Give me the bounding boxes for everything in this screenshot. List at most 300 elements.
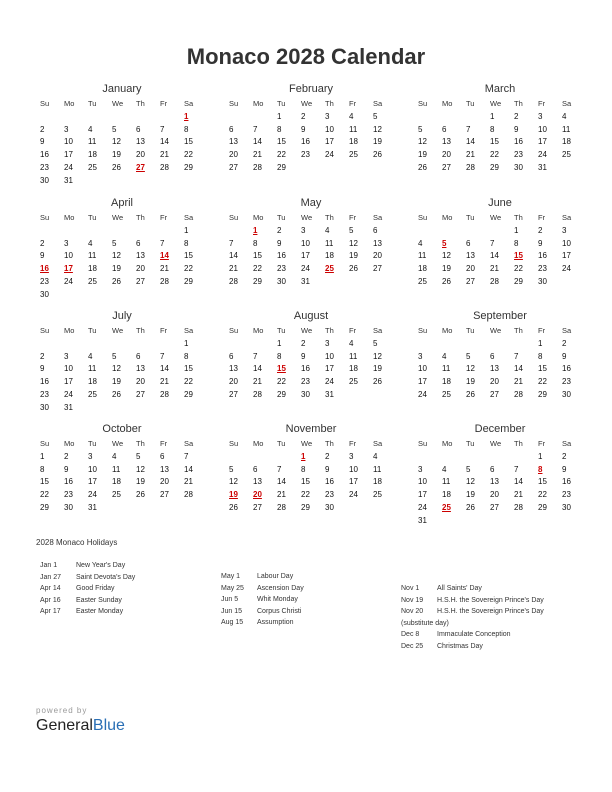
day-cell: 5	[373, 111, 378, 121]
day-cell: 22	[277, 150, 286, 160]
day-cell: 7	[514, 464, 519, 474]
day-cell: 18	[442, 377, 451, 387]
day-cell: 24	[301, 264, 310, 274]
day-cell: 16	[301, 137, 310, 147]
weekday-header: Tu	[277, 326, 286, 335]
month-june	[416, 196, 584, 289]
empty-cell	[440, 225, 464, 238]
holiday-name: Whit Monday	[257, 596, 298, 604]
day-cell: 8	[184, 238, 189, 248]
day-cell: 23	[40, 389, 49, 399]
empty-cell	[158, 338, 182, 351]
day-cell: 19	[466, 490, 475, 500]
day-cell: 29	[277, 389, 286, 399]
day-cell: 19	[112, 150, 121, 160]
day-cell: 11	[88, 137, 97, 147]
month-name: June	[488, 197, 512, 209]
day-cell: 6	[373, 225, 378, 235]
weekday-header: Tu	[466, 326, 475, 335]
month-name: September	[473, 310, 527, 322]
day-cell: 27	[160, 490, 169, 500]
empty-cell	[134, 225, 158, 238]
day-cell: 2	[40, 124, 45, 134]
weekday-header: Mo	[442, 99, 453, 108]
day-cell: 2	[64, 451, 69, 461]
day-cell: 9	[301, 351, 306, 361]
empty-cell	[38, 111, 62, 124]
holiday-name: Saint Devota's Day	[76, 573, 136, 581]
empty-cell	[110, 225, 134, 238]
day-cell: 28	[466, 162, 475, 172]
weekday-header: Fr	[160, 99, 168, 108]
day-cell: 18	[88, 264, 97, 274]
holiday-day-cell: 17	[64, 264, 73, 274]
day-cell: 25	[442, 389, 451, 399]
day-cell: 8	[40, 464, 45, 474]
day-cell: 18	[112, 477, 121, 487]
weekday-header: Mo	[253, 439, 264, 448]
weekday-header: Fr	[349, 99, 357, 108]
day-cell: 4	[418, 238, 423, 248]
month-grid	[416, 438, 584, 528]
day-cell: 16	[40, 150, 49, 160]
day-cell: 8	[184, 351, 189, 361]
day-cell: 3	[349, 451, 354, 461]
day-cell: 17	[325, 364, 334, 374]
day-cell: 27	[442, 162, 451, 172]
day-cell: 2	[301, 338, 306, 348]
day-cell: 23	[40, 276, 49, 286]
holiday-day-cell: 5	[442, 238, 447, 248]
day-cell: 6	[229, 351, 234, 361]
holiday-item	[221, 606, 304, 618]
weekday-header: We	[490, 326, 502, 335]
day-cell: 26	[373, 377, 382, 387]
holiday-item	[221, 617, 304, 629]
holiday-date: Nov 20	[401, 608, 424, 616]
day-cell: 18	[373, 477, 382, 487]
month-name: December	[474, 423, 526, 435]
month-grid	[416, 325, 584, 402]
day-cell: 6	[229, 124, 234, 134]
day-cell: 11	[349, 124, 358, 134]
day-cell: 24	[538, 150, 547, 160]
day-cell: 18	[88, 377, 97, 387]
month-name: January	[102, 83, 142, 95]
holiday-day-cell: 19	[229, 490, 238, 500]
day-cell: 2	[301, 111, 306, 121]
day-cell: 9	[40, 137, 45, 147]
holiday-date: Jan 1	[40, 562, 58, 569]
day-cell: 11	[88, 364, 97, 374]
day-cell: 9	[538, 238, 543, 248]
holiday-name: New Year's Day	[76, 562, 126, 569]
day-cell: 23	[40, 162, 49, 172]
page-title: Monaco 2028 Calendar	[186, 44, 426, 69]
day-cell: 20	[136, 377, 145, 387]
day-cell: 11	[442, 364, 451, 374]
day-cell: 12	[112, 137, 121, 147]
weekday-header: Sa	[562, 213, 572, 222]
day-cell: 6	[490, 351, 495, 361]
weekday-header: Th	[136, 99, 145, 108]
day-cell: 27	[229, 389, 238, 399]
month-grid	[38, 212, 206, 302]
holiday-day-cell: 8	[538, 464, 543, 474]
day-cell: 7	[184, 451, 189, 461]
weekday-header: We	[112, 326, 124, 335]
empty-cell	[440, 338, 464, 351]
day-cell: 17	[349, 477, 358, 487]
month-name: May	[300, 197, 322, 209]
weekday-header: Tu	[88, 439, 97, 448]
empty-cell	[464, 451, 488, 464]
day-cell: 9	[325, 464, 330, 474]
day-cell: 31	[418, 515, 427, 525]
day-cell: 18	[562, 137, 571, 147]
day-cell: 5	[112, 124, 117, 134]
weekday-header: Sa	[373, 326, 383, 335]
brand-name	[36, 717, 125, 735]
weekday-header: We	[112, 213, 124, 222]
holiday-day-cell: 16	[40, 264, 49, 274]
day-cell: 26	[112, 276, 121, 286]
day-cell: 28	[490, 276, 499, 286]
day-cell: 22	[184, 150, 193, 160]
empty-cell	[86, 338, 110, 351]
month-august	[227, 309, 395, 402]
weekday-header: Tu	[88, 99, 97, 108]
holiday-item	[40, 595, 135, 607]
holiday-date: Nov 1	[401, 585, 420, 592]
holiday-date: Jun 5	[221, 596, 239, 604]
weekday-header: Tu	[277, 99, 286, 108]
weekday-header: Sa	[184, 326, 194, 335]
day-cell: 28	[160, 389, 169, 399]
holiday-item	[40, 583, 135, 595]
day-cell: 29	[490, 162, 499, 172]
month-name: October	[102, 423, 142, 435]
weekday-header: Th	[514, 213, 523, 222]
day-cell: 12	[466, 477, 475, 487]
weekday-header: We	[490, 99, 502, 108]
day-cell: 9	[40, 251, 45, 261]
holiday-list-column-2	[221, 571, 304, 629]
day-cell: 19	[112, 377, 121, 387]
holiday-date: Dec 8	[401, 631, 420, 639]
day-cell: 9	[277, 238, 282, 248]
day-cell: 20	[229, 150, 238, 160]
day-cell: 27	[136, 389, 145, 399]
day-cell: 9	[301, 124, 306, 134]
month-name: February	[288, 83, 334, 95]
day-cell: 26	[442, 276, 451, 286]
day-cell: 23	[277, 264, 286, 274]
day-cell: 20	[490, 377, 499, 387]
day-cell: 11	[112, 464, 121, 474]
month-july	[38, 309, 206, 415]
day-cell: 11	[88, 251, 97, 261]
weekday-header: Su	[229, 439, 239, 448]
day-cell: 26	[349, 264, 358, 274]
month-name: March	[484, 83, 516, 95]
holiday-day-cell: 1	[253, 225, 258, 235]
day-cell: 3	[418, 351, 423, 361]
weekday-header: Sa	[373, 99, 383, 108]
day-cell: 14	[160, 364, 169, 374]
day-cell: 11	[349, 351, 358, 361]
day-cell: 9	[64, 464, 69, 474]
day-cell: 8	[277, 124, 282, 134]
month-name: July	[112, 310, 132, 322]
weekday-header: Su	[418, 439, 428, 448]
holiday-name: Labour Day	[257, 573, 294, 580]
day-cell: 29	[301, 502, 310, 512]
empty-cell	[440, 451, 464, 464]
day-cell: 28	[160, 276, 169, 286]
day-cell: 1	[514, 225, 519, 235]
day-cell: 1	[184, 338, 189, 348]
day-cell: 17	[418, 490, 427, 500]
holiday-date: Apr 16	[40, 596, 61, 604]
day-cell: 24	[64, 162, 73, 172]
empty-cell	[251, 451, 275, 464]
weekday-header: Th	[136, 213, 145, 222]
day-cell: 24	[88, 490, 97, 500]
day-cell: 6	[136, 124, 141, 134]
day-cell: 23	[514, 150, 523, 160]
day-cell: 4	[88, 351, 93, 361]
day-cell: 13	[229, 364, 238, 374]
day-cell: 20	[136, 264, 145, 274]
day-cell: 14	[466, 137, 475, 147]
holiday-name: Easter Sunday	[76, 596, 122, 604]
day-cell: 30	[40, 175, 49, 185]
day-cell: 2	[538, 225, 543, 235]
day-cell: 20	[160, 477, 169, 487]
holiday-item	[221, 594, 304, 606]
day-cell: 4	[349, 338, 354, 348]
day-cell: 18	[442, 490, 451, 500]
holiday-item	[401, 595, 544, 607]
day-cell: 8	[277, 351, 282, 361]
day-cell: 22	[538, 377, 547, 387]
month-grid	[416, 98, 584, 175]
day-cell: 31	[538, 162, 547, 172]
day-cell: 30	[514, 162, 523, 172]
day-cell: 13	[253, 477, 262, 487]
weekday-header: Th	[325, 99, 334, 108]
weekday-header: We	[490, 439, 502, 448]
day-cell: 10	[301, 238, 310, 248]
month-grid	[38, 98, 206, 188]
empty-cell	[38, 338, 62, 351]
day-cell: 13	[442, 137, 451, 147]
day-cell: 21	[184, 477, 193, 487]
day-cell: 13	[466, 251, 475, 261]
day-cell: 5	[229, 464, 234, 474]
day-cell: 26	[373, 150, 382, 160]
day-cell: 20	[373, 251, 382, 261]
empty-cell	[251, 338, 275, 351]
empty-cell	[110, 338, 134, 351]
day-cell: 25	[562, 150, 571, 160]
weekday-header: Sa	[562, 99, 572, 108]
day-cell: 19	[373, 364, 382, 374]
day-cell: 21	[160, 150, 169, 160]
holiday-date: Jun 15	[221, 607, 243, 615]
day-cell: 21	[229, 264, 238, 274]
day-cell: 15	[184, 251, 193, 261]
month-grid	[227, 438, 395, 515]
day-cell: 10	[64, 137, 73, 147]
day-cell: 10	[538, 124, 547, 134]
day-cell: 19	[442, 264, 451, 274]
day-cell: 9	[562, 464, 567, 474]
empty-cell	[512, 451, 536, 464]
day-cell: 29	[184, 162, 193, 172]
day-cell: 11	[325, 238, 334, 248]
day-cell: 20	[136, 150, 145, 160]
holiday-item	[221, 583, 304, 595]
empty-cell	[134, 338, 158, 351]
day-cell: 30	[64, 502, 73, 512]
weekday-header: Mo	[64, 439, 75, 448]
day-cell: 21	[466, 150, 475, 160]
empty-cell	[62, 338, 86, 351]
weekday-header: Tu	[466, 99, 475, 108]
day-cell: 4	[88, 124, 93, 134]
generalblue-logo[interactable]	[36, 706, 125, 735]
empty-cell	[86, 111, 110, 124]
day-cell: 26	[466, 389, 475, 399]
weekday-header: Tu	[466, 213, 475, 222]
weekday-header: Tu	[88, 213, 97, 222]
empty-cell	[62, 225, 86, 238]
day-cell: 3	[325, 111, 330, 121]
day-cell: 5	[418, 124, 423, 134]
day-cell: 26	[136, 490, 145, 500]
holiday-name: Immaculate Conception	[437, 631, 511, 639]
day-cell: 1	[538, 338, 543, 348]
day-cell: 22	[514, 264, 523, 274]
day-cell: 16	[40, 377, 49, 387]
weekday-header: Su	[229, 213, 239, 222]
day-cell: 22	[40, 490, 49, 500]
weekday-header: Th	[514, 326, 523, 335]
day-cell: 4	[325, 225, 330, 235]
day-cell: 6	[490, 464, 495, 474]
day-cell: 23	[64, 490, 73, 500]
day-cell: 21	[514, 490, 523, 500]
holiday-item	[401, 583, 544, 595]
day-cell: 20	[466, 264, 475, 274]
empty-cell	[416, 225, 440, 238]
day-cell: 16	[538, 251, 547, 261]
day-cell: 12	[112, 251, 121, 261]
weekday-header: Su	[418, 326, 428, 335]
day-cell: 6	[253, 464, 258, 474]
day-cell: 5	[136, 451, 141, 461]
day-cell: 11	[418, 251, 427, 261]
weekday-header: We	[112, 99, 124, 108]
holiday-day-cell: 14	[160, 251, 169, 261]
day-cell: 12	[136, 464, 145, 474]
day-cell: 31	[64, 175, 73, 185]
weekday-header: Mo	[253, 326, 264, 335]
day-cell: 13	[373, 238, 382, 248]
weekday-header: Su	[418, 213, 428, 222]
day-cell: 14	[184, 464, 193, 474]
day-cell: 8	[301, 464, 306, 474]
day-cell: 6	[136, 351, 141, 361]
month-march	[416, 82, 584, 175]
day-cell: 25	[373, 490, 382, 500]
day-cell: 16	[301, 364, 310, 374]
day-cell: 5	[466, 464, 471, 474]
day-cell: 17	[64, 150, 73, 160]
day-cell: 19	[112, 264, 121, 274]
day-cell: 16	[562, 364, 571, 374]
day-cell: 20	[229, 377, 238, 387]
empty-cell	[227, 451, 251, 464]
day-cell: 29	[184, 276, 193, 286]
day-cell: 9	[514, 124, 519, 134]
day-cell: 17	[64, 377, 73, 387]
holiday-name: Easter Monday	[76, 608, 124, 616]
empty-cell	[86, 225, 110, 238]
day-cell: 25	[349, 150, 358, 160]
day-cell: 22	[184, 264, 193, 274]
day-cell: 2	[277, 225, 282, 235]
day-cell: 26	[466, 502, 475, 512]
holiday-day-cell: 15	[277, 364, 286, 374]
day-cell: 25	[349, 377, 358, 387]
weekday-header: Mo	[253, 99, 264, 108]
day-cell: 7	[253, 351, 258, 361]
month-name: August	[293, 310, 329, 322]
day-cell: 13	[490, 477, 499, 487]
holiday-name: H.S.H. the Sovereign Prince's Day	[437, 608, 544, 616]
weekday-header: Fr	[538, 213, 546, 222]
day-cell: 25	[112, 490, 121, 500]
day-cell: 13	[136, 251, 145, 261]
holiday-date: Dec 25	[401, 642, 424, 650]
day-cell: 20	[490, 490, 499, 500]
day-cell: 24	[562, 264, 571, 274]
empty-cell	[110, 111, 134, 124]
empty-cell	[464, 111, 488, 124]
day-cell: 22	[253, 264, 262, 274]
day-cell: 12	[466, 364, 475, 374]
day-cell: 2	[514, 111, 519, 121]
day-cell: 24	[64, 389, 73, 399]
empty-cell	[227, 225, 251, 238]
day-cell: 13	[490, 364, 499, 374]
day-cell: 17	[562, 251, 571, 261]
day-cell: 25	[88, 389, 97, 399]
weekday-header: We	[112, 439, 124, 448]
day-cell: 5	[349, 225, 354, 235]
month-october	[38, 422, 206, 515]
day-cell: 13	[160, 464, 169, 474]
day-cell: 17	[88, 477, 97, 487]
weekday-header: We	[301, 99, 313, 108]
day-cell: 29	[277, 162, 286, 172]
day-cell: 7	[160, 351, 165, 361]
holiday-name: Assumption	[257, 619, 294, 627]
day-cell: 26	[418, 162, 427, 172]
